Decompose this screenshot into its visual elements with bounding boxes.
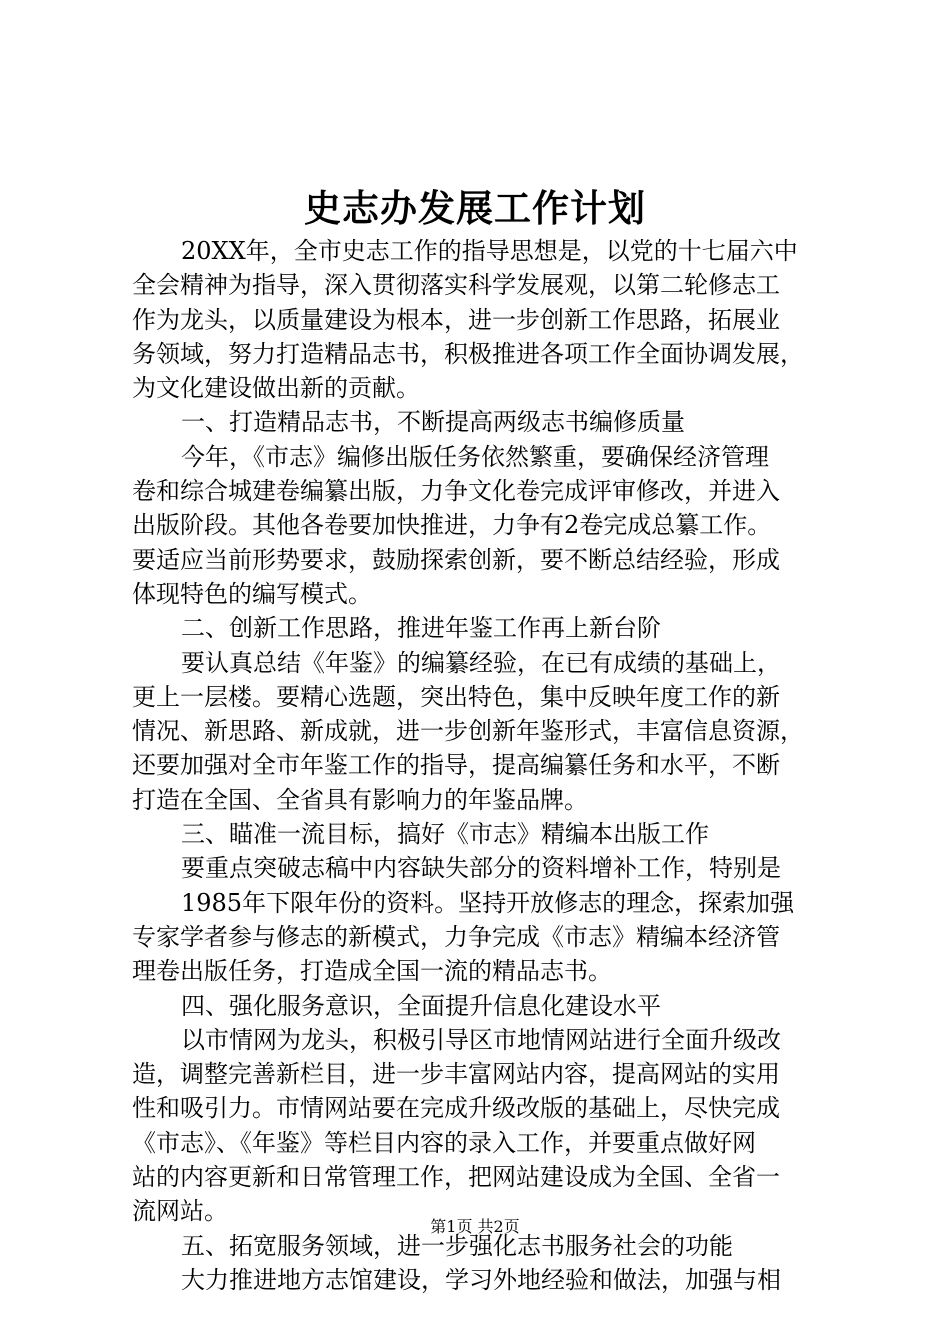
body-line: 1985年下限年份的资料。坚持开放修志的理念，探索加强 xyxy=(181,888,795,917)
body-line: 站的内容更新和日常管理工作，把网站建设成为全国、全省一 xyxy=(132,1163,780,1192)
body-line: 卷和综合城建卷编纂出版，力争文化卷完成评审修改，并进入 xyxy=(132,477,780,506)
body-line: 专家学者参与修志的新模式，力争完成《市志》精编本经济管 xyxy=(132,922,780,951)
body-line: 四、强化服务意识，全面提升信息化建设水平 xyxy=(181,991,661,1020)
body-line: 大力推进地方志馆建设，学习外地经验和做法，加强与相 xyxy=(181,1265,781,1294)
body-line: 一、打造精品志书，不断提高两级志书编修质量 xyxy=(181,408,685,437)
body-line: 理卷出版任务，打造成全国一流的精品志书。 xyxy=(132,957,612,986)
body-line: 打造在全国、全省具有影响力的年鉴品牌。 xyxy=(132,785,588,814)
document-title: 史志办发展工作计划 xyxy=(304,186,646,230)
body-line: 作为龙头，以质量建设为根本，进一步创新工作思路，拓展业 xyxy=(132,305,780,334)
body-line: 情况、新思路、新成就，进一步创新年鉴形式，丰富信息资源， xyxy=(132,717,804,746)
body-line: 要适应当前形势要求，鼓励探索创新，要不断总结经验，形成 xyxy=(132,545,780,574)
document-body xyxy=(132,234,832,1297)
body-line: 性和吸引力。市情网站要在完成升级改版的基础上，尽快完成 xyxy=(132,1094,780,1123)
body-line: 二、创新工作思路，推进年鉴工作再上新台阶 xyxy=(181,614,661,643)
body-line: 以市情网为龙头，积极引导区市地情网站进行全面升级改 xyxy=(181,1025,781,1054)
page-footer: 第1页 共2页 xyxy=(430,1217,520,1236)
body-line: 务领域，努力打造精品志书，积极推进各项工作全面协调发展， xyxy=(132,339,804,368)
body-line: 出版阶段。其他各卷要加快推进，力争有2卷完成总纂工作。 xyxy=(132,511,772,540)
body-line: 体现特色的编写模式。 xyxy=(132,579,372,608)
body-line: 全会精神为指导，深入贯彻落实科学发展观，以第二轮修志工 xyxy=(132,271,780,300)
body-line: 为文化建设做出新的贡献。 xyxy=(132,374,420,403)
body-line: 要重点突破志稿中内容缺失部分的资料增补工作，特别是 xyxy=(181,854,781,883)
body-line: 造，调整完善新栏目，进一步丰富网站内容，提高网站的实用 xyxy=(132,1060,780,1089)
body-line: 流网站。 xyxy=(132,1197,228,1226)
body-line: 要认真总结《年鉴》的编纂经验，在已有成绩的基础上， xyxy=(181,648,781,677)
body-line: 三、瞄准一流目标，搞好《市志》精编本出版工作 xyxy=(181,820,709,849)
body-line: 今年，《市志》编修出版任务依然繁重，要确保经济管理 xyxy=(181,442,769,471)
body-line: 五、拓宽服务领域，进一步强化志书服务社会的功能 xyxy=(181,1231,733,1260)
body-line: 更上一层楼。要精心选题，突出特色，集中反映年度工作的新 xyxy=(132,682,780,711)
body-line: 20XX年，全市史志工作的指导思想是，以党的十七届六中 xyxy=(181,237,798,265)
body-line: 《市志》、《年鉴》等栏目内容的录入工作，并要重点做好网 xyxy=(132,1128,756,1157)
body-line: 还要加强对全市年鉴工作的指导，提高编纂任务和水平，不断 xyxy=(132,751,780,780)
